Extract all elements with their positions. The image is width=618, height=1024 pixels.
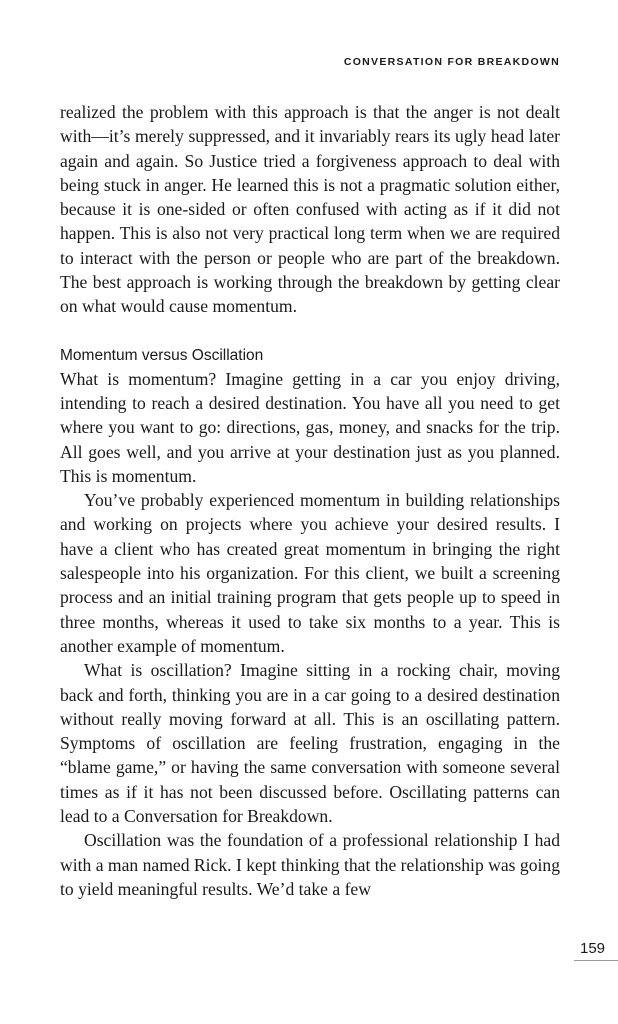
page-number: 159: [580, 940, 606, 957]
section-heading: Momentum versus Oscillation: [60, 346, 264, 364]
page-number-rule: [574, 960, 618, 961]
paragraph: realized the problem with this approach is that the anger is not dealt with—it’s merely suppressed, and it invariably rears its ugly head later again and again. So Justice tried a forgiveness approach to deal with being stuck in anger. He learned this is not a pragmatic solution either, because it is one-sided or often confused with acting as if it did not happen. This is also not very practical long term when we are required to interact with the person or people who are part of the breakdown. The best approach is working through the breakdown by getting clear on what would cause momentum.: [60, 102, 560, 317]
paragraph: What is momentum? Imagine getting in a car you enjoy driving, intending to reach a desired destination. You have all you need to get where you want to go: directions, gas, money, and snacks for the trip. All goes well, and you arrive at your destination just as you planned. This is momentum.: [60, 368, 560, 486]
body-text: [60, 100, 560, 901]
paragraph: Oscillation was the foundation of a professional relationship I had with a man named Rick. I kept thinking that the relationship was going to yield meaningful results. We’d take a few: [60, 830, 560, 899]
paragraph: What is oscillation? Imagine sitting in a rocking chair, moving back and forth, thinking you are in a car going to a desired destination without really moving forward at all. This is an oscillating pattern. Symptoms of oscillation are feeling frustration, engaging in the “blame game,” or having the same conversation with someone several times as if it has not been discussed before. Oscillating patterns can lead to a Conversation for Breakdown.: [60, 660, 560, 827]
paragraph: You’ve probably experienced momentum in building relationships and working on projects where you achieve your desired results. I have a client who has created great momentum in bringing the right salespeople into his organization. For this client, we built a screening process and an initial training program that gets people up to speed in three months, whereas it used to take six months to a year. This is another example of momentum.: [60, 490, 560, 656]
running-head: CONVERSATION FOR BREAKDOWN: [343, 56, 560, 68]
